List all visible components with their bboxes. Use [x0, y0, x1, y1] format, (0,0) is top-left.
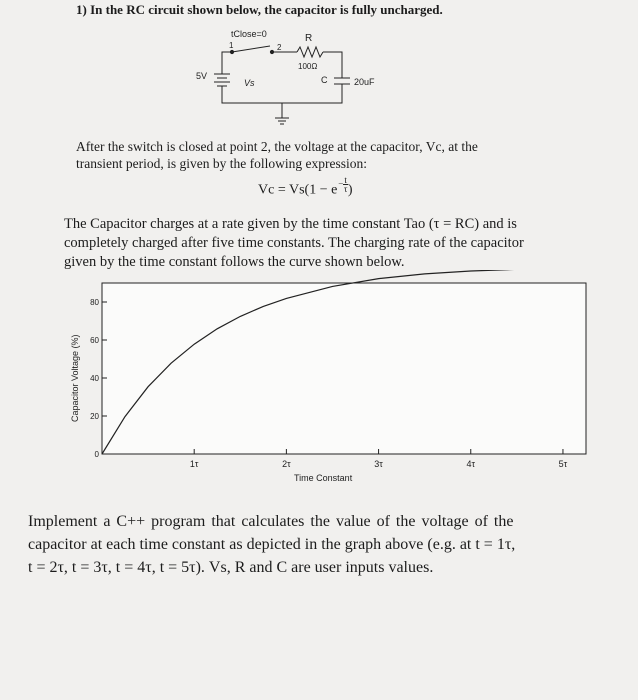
y-tick-label: 20: [90, 412, 99, 421]
x-tick-label: 2τ: [282, 459, 291, 469]
wire-bottom: [222, 84, 342, 103]
x-tick-label: 3τ: [374, 459, 383, 469]
y-tick-label: 80: [90, 298, 99, 307]
paragraph1-line2: transient period, is given by the following expression:: [76, 156, 367, 171]
paragraph2-line1: The Capacitor charges at a rate given by the time constant Tao (τ = RC) and is: [64, 216, 517, 232]
capacitor-value: 20uF: [354, 77, 375, 87]
resistor-symbol: [297, 47, 323, 57]
resistor-value: 100Ω: [298, 62, 318, 71]
equation-close: ): [347, 182, 353, 198]
question-title: 1) In the RC circuit shown below, the capacitor is fully uncharged.: [76, 2, 443, 17]
x-tick-label: 5τ: [558, 459, 568, 469]
equation-main: Vc = Vs(1 − e: [258, 182, 338, 198]
y-tick-label: 0: [94, 450, 99, 459]
y-tick-label: 40: [90, 374, 99, 383]
source-symbol: Vs: [244, 78, 255, 88]
switch-pos2-label: 2: [277, 43, 282, 52]
plot-area: [102, 283, 586, 454]
switch-label: tClose=0: [231, 29, 267, 39]
paragraph3-line1: Implement a C++ program that calculates the value of the voltage of the: [28, 513, 514, 530]
y-axis-label: Capacitor Voltage (%): [70, 334, 80, 422]
y-tick-label: 60: [90, 336, 99, 345]
x-tick-label: 4τ: [466, 459, 476, 469]
source-voltage-label: 5V: [196, 71, 208, 81]
x-tick-label: 1τ: [189, 459, 199, 469]
switch-pos1-label: 1: [229, 41, 234, 50]
switch-blade: [232, 46, 270, 52]
paragraph2-line3: given by the time constant follows the curve shown below.: [64, 254, 405, 270]
exponent-denominator: τ: [343, 184, 348, 194]
paragraph1-line1: After the switch is closed at point 2, the voltage at the capacitor, Vc, at the: [76, 139, 478, 154]
wire-left-top: [222, 52, 232, 72]
capacitor-label: C: [321, 75, 328, 85]
resistor-label: R: [305, 33, 313, 44]
equation: [258, 176, 353, 199]
x-axis-label: Time Constant: [294, 473, 353, 483]
paragraph2-line2: completely charged after five time constants. The charging rate of the capacitor: [64, 235, 524, 251]
equation-exponent: − $\frac{t}{\tau}$: [338, 175, 348, 194]
rc-circuit-diagram: [0, 0, 638, 140]
capacitor-charging-chart: [0, 270, 638, 490]
exponent-numerator: t: [344, 175, 347, 185]
paragraph3-line3: t = 2τ, t = 3τ, t = 4τ, t = 5τ). Vs, R and C are user inputs values.: [28, 559, 434, 576]
paragraph3-line2: capacitor at each time constant as depicted in the graph above (e.g. at t = 1τ,: [28, 536, 516, 553]
